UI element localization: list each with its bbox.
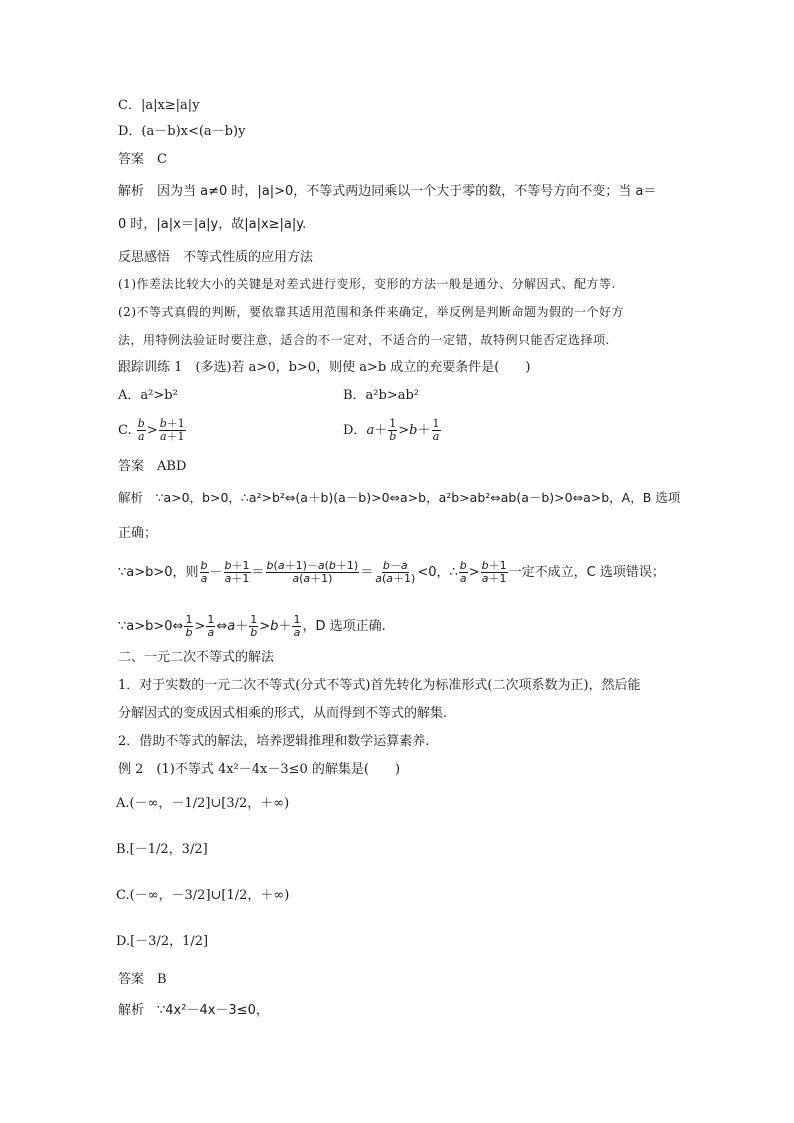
explanation-2-line-3-middle: <0，∴ [417,565,458,580]
example-2-option-d: D.[－3/2，1/2] [116,934,209,949]
point-2: 2．借助不等式的解法，培养逻辑推理和数学运算素养. [118,734,430,749]
reflection-title: 反思感悟 不等式性质的应用方法 [118,250,314,265]
answer-3: 答案 B [118,972,167,987]
tracking-question: 跟踪训练 1 (多选)若 a>0，b>0，则使 a>b 成立的充要条件是( ) [118,360,531,375]
explanation-2-line-3-end: 一定不成立，C 选项错误； [508,565,665,580]
option-c: C．|a|x≥|a|y [118,98,200,113]
section-2-heading: 二、一元二次不等式的解法 [118,650,275,665]
example-2-option-b: B.[－1/2，3/2] [116,842,208,857]
option-d: D．(a－b)x<(a－b)y [118,124,246,139]
explanation-2-line-4-start: ∵a>b>0⇔ [118,619,184,634]
example-2-option-a: A.(－∞，－1/2]∪[3/2，＋∞) [116,796,290,811]
reflection-point-1: (1)作差法比较大小的关键是对差式进行变形，变形的方法一般是通分、分解因式、配方等. [118,277,616,291]
tracking-option-c: C. $\frac{b}{a}$ > $\frac{b+1}{a+1}$ [118,417,185,443]
explanation-3: 解析 ∵4x²－4x－3≤0， [118,1003,269,1018]
tracking-option-a: A．a²>b² [118,388,178,403]
explanation-2-line-4-end: ，D 选项正确. [302,619,386,634]
example-2-option-c: C.(－∞，－3/2]∪[1/2，＋∞) [116,888,290,903]
tracking-option-d-prefix: D． [343,423,367,438]
reflection-point-2a: (2)不等式真假的判断，要依靠其适用范围和条件来确定，举反例是判断命题为假的一个好方 [118,305,625,319]
explanation-2-line-3: ∵a>b>0，则 $\frac{b}{a}$ － $\frac{b+1}{a+1}$ ＝ $\frac{b(a+1)-a(b+1)}{a(a+1)}$ ＝ $\frac{b-a}{a(a+1)}$ <0，∴ $\frac{b}{a}$ > $\frac{b+1}{a+1}$ 一定不成立，C 选项错误； [118,559,665,585]
reflection-point-2b: 法，用特例法验证时要注意，适合的不一定对，不适合的一定错，故特例只能否定选择项. [118,333,610,347]
tracking-option-b: B．a²b>ab² [343,388,420,403]
explanation-2-line-3-start: ∵a>b>0，则 [118,565,199,580]
explanation-2-line-1: 解析 ∵a>0，b>0，∴a²>b²⇔(a＋b)(a－b)>0⇔a>b，a²b>ab²⇔ab(a－b)>0⇔a>b，A，B 选项 [118,490,681,505]
tracking-option-c-prefix: C. [118,423,132,438]
explanation-1-line-1: 解析 因为当 a≠0 时，|a|>0，不等式两边同乘以一个大于零的数，不等号方向不变；当 a＝ [118,184,657,199]
answer-2: 答案 ABD [118,459,187,474]
explanation-2-line-4: ∵a>b>0⇔ $\frac{1}{b}$ > $\frac{1}{a}$ ⇔a＋ $\frac{1}{b}$ >b＋ $\frac{1}{a}$ ，D 选项正确. [118,613,386,639]
point-1-line-2: 分解因式的变成因式相乘的形式，从而得到不等式的解集. [118,706,448,721]
answer-1: 答案 C [118,152,167,167]
example-2-question: 例 2 (1)不等式 4x²－4x－3≤0 的解集是( ) [118,762,401,777]
explanation-1-line-2: 0 时，|a|x＝|a|y，故|a|x≥|a|y. [118,217,307,232]
tracking-option-d: D．a＋ $\frac{1}{b}$ >b＋ $\frac{1}{a}$ [343,417,440,443]
explanation-2-line-2: 正确； [118,526,158,541]
point-1-line-1: 1．对于实数的一元二次不等式(分式不等式)首先转化为标准形式(二次项系数为正)，然后能 [118,678,641,693]
